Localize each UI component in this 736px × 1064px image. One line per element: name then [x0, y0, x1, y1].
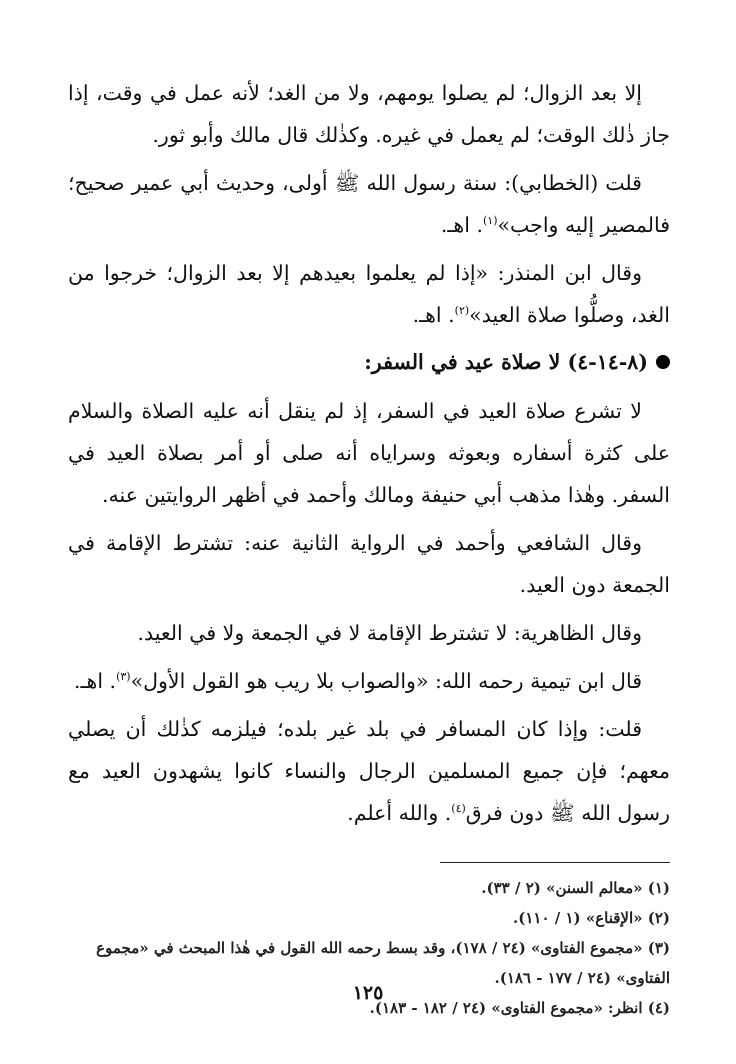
paragraph-4 — [68, 390, 670, 516]
footnote-4: (٤) انظر: «مجموع الفتاوى» (٢٤ / ١٨٢ - ١٨٣). — [369, 999, 670, 1017]
paragraph-text: إلا بعد الزوال؛ لم يصلوا يومهم، ولا من الغد؛ لأنه عمل في وقت، إذا جاز ذٰلك الوقت؛ لم يعمل في غيره. وكذٰلك قال مالك وأبو ثور. — [68, 81, 670, 147]
paragraph-text: لا تشرع صلاة العيد في السفر، إذ لم ينقل أنه عليه الصلاة والسلام على كثرة أسفاره وبعوثه وسراياه أنه صلى أو أمر بصلاة العيد في السفر. وهٰذا مذهب أبي حنيفة ومالك وأحمد في أظهر الروايتين عنه. — [68, 399, 670, 507]
bullet-icon — [656, 355, 670, 369]
footnote-2: (٢) «الإقناع» (١ / ١١٠). — [513, 909, 670, 927]
footnote-3: (٣) «مجموع الفتاوى» (٢٤ / ١٧٨)، وقد بسط رحمه الله القول في هٰذا المبحث في «مجموع الفتاوى» (٢٤ / ١٧٧ - ١٨٦). — [96, 939, 670, 987]
paragraph-text: وقال الشافعي وأحمد في الرواية الثانية عنه: تشترط الإقامة في الجمعة دون العيد. — [68, 531, 670, 597]
paragraph-text: وقال الظاهرية: لا تشترط الإقامة لا في الجمعة ولا في العيد. — [137, 621, 642, 645]
footnote-ref: (٤) — [451, 802, 466, 816]
section-heading-text: (٨-١٤-٤) لا صلاة عيد في السفر: — [364, 350, 648, 374]
paragraph-3 — [68, 252, 670, 336]
footnote-ref: (٣) — [116, 670, 131, 684]
paragraph-1 — [68, 72, 670, 156]
paragraph-text: قال ابن تيمية رحمه الله: «والصواب بلا ريب هو القول الأول» — [130, 669, 642, 693]
paragraph-text: قلت (الخطابي): سنة رسول الله ﷺ أولى، وحديث أبي عمير صحيح؛ فالمصير إليه واجب» — [68, 171, 670, 237]
footnote-ref: (٢) — [454, 304, 470, 318]
paragraph-tail: . اهـ. — [74, 669, 117, 693]
paragraph-6 — [68, 612, 670, 654]
paragraph-2 — [68, 162, 670, 246]
paragraph-tail: . اهـ. — [412, 303, 455, 327]
paragraph-text: وقال ابن المنذر: «إذا لم يعلموا بعيدهم إلا بعد الزوال؛ خرجوا من الغد، وصلُّوا صلاة العيد» — [68, 261, 670, 327]
section-heading — [68, 342, 670, 382]
paragraph-8 — [68, 708, 670, 834]
page-number: ١٢٥ — [352, 982, 384, 1004]
footnote-1: (١) «معالم السنن» (٢ / ٣٣). — [481, 879, 670, 897]
paragraph-5 — [68, 522, 670, 606]
paragraph-text: قلت: وإذا كان المسافر في بلد غير بلده؛ فيلزمه كذٰلك أن يصلي معهم؛ فإن جميع المسلمين الرجال والنساء كانوا يشهدون العيد مع رسول الله ﷺ دون فرق — [68, 717, 670, 825]
footnote-ref: (١) — [482, 214, 498, 228]
paragraph-tail: . والله أعلم. — [347, 801, 452, 825]
footnote-divider — [440, 862, 670, 863]
paragraph-7 — [68, 660, 670, 702]
paragraph-tail: . اهـ. — [440, 213, 483, 237]
